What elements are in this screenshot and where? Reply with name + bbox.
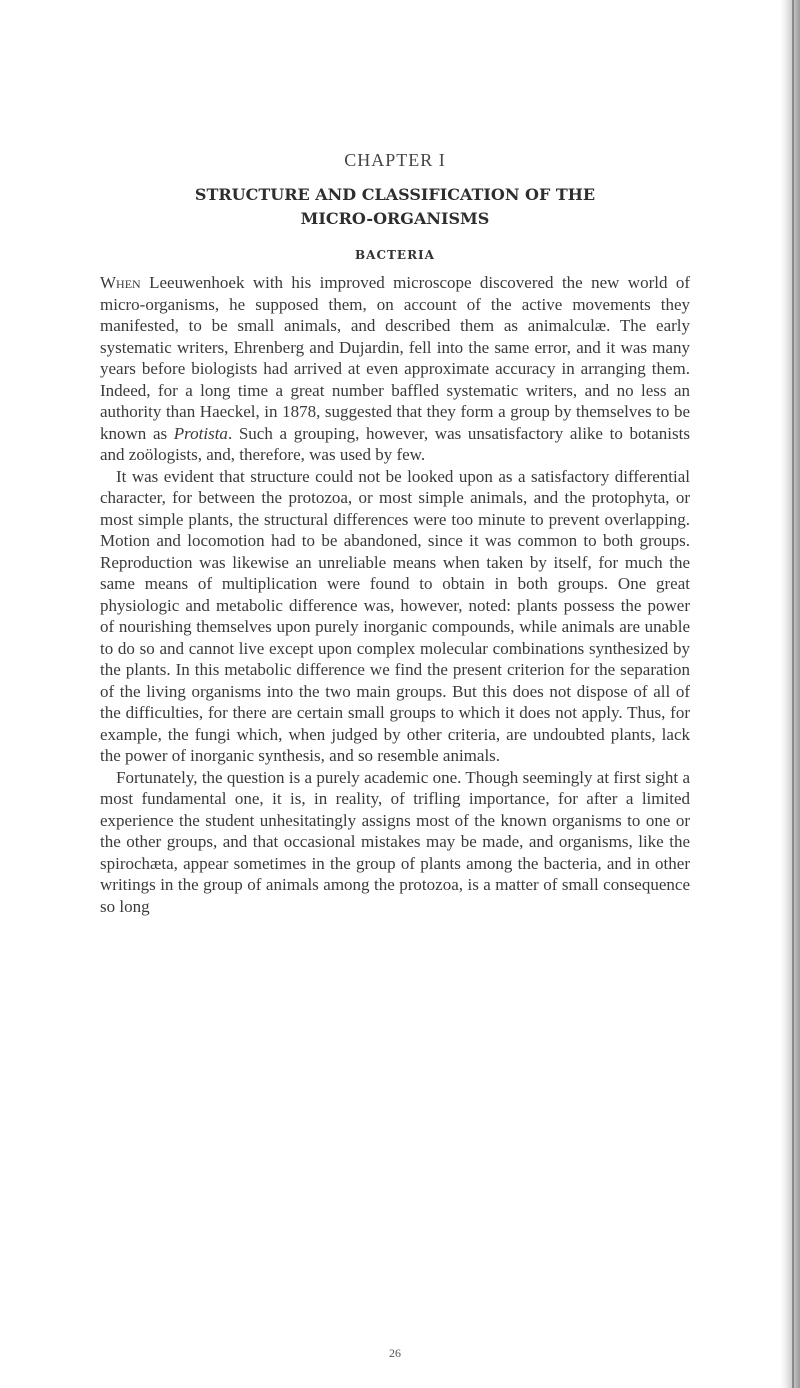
italic-term: Protista: [173, 423, 228, 443]
body-text: [100, 272, 690, 917]
page-edge-shadow: [780, 0, 800, 1388]
paragraph-2: It was evident that structure could not be looked upon as a satisfactory differential character, for between the protozoa, or most simple animals, and the protophyta, or most simple plants, the structural differences were too minute to prevent overlapping. Motion and locomotion had to be abandoned, since it was common to both groups. Reproduction was likewise an unreliable means when taken by itself, for much the same means of multiplication were found to obtain in both groups. One great physiologic and metabolic difference was, however, noted: plants possess the power of nourishing themselves upon purely inorganic compounds, while animals are unable to do so and cannot live except upon complex molecular combinations synthesized by the plants. In this metabolic difference we find the present criterion for the separation of the living organisms into the two main groups. But this does not dispose of all of the difficulties, for there are certain small groups to which it does not apply. Thus, for example, the fungi which, when judged by other criteria, are undoubted plants, lack the power of inorganic synthesis, and so resemble animals.: [100, 466, 690, 765]
chapter-title-line-1: STRUCTURE AND CLASSIFICATION OF THE: [194, 185, 596, 204]
lead-word: When: [100, 273, 141, 292]
paragraph-1: [100, 272, 690, 466]
book-page: [100, 150, 690, 1360]
chapter-title: [100, 183, 690, 231]
section-heading: BACTERIA: [355, 248, 435, 262]
page-number: 26: [389, 1346, 401, 1360]
page-edge-line: [792, 0, 794, 1388]
paragraph-1-text-a: Leeuwenhoek with his improved microscope discovered the new world of micro-organisms, he supposed them, on account of the active movements they manifested, to be small animals, and described them as animalculæ. The early systematic writers, Ehrenberg and Dujardin, fell into the same error, and it was many years before biologists had arrived at even approximate accuracy in arranging them. Indeed, for a long time a great number baffled systematic writers, and no less an authority than Haeckel, in 1878, suggested that they form a group by themselves to be known as: [100, 273, 690, 443]
chapter-title-line-2: MICRO-ORGANISMS: [300, 209, 490, 228]
paragraph-1-text-b: . Such a grouping, however, was unsatisfactory alike to botanists and zoölogists, and, therefore, was used by few.: [100, 423, 690, 464]
paragraph-3: Fortunately, the question is a purely academic one. Though seemingly at first sight a most fundamental one, it is, in reality, of trifling importance, for after a limited experience the student unhesitatingly assigns most of the known organisms to one or the other groups, and that occasional mistakes may be made, and organisms, like the spirochæta, appear sometimes in the group of plants among the bacteria, and in other writings in the group of animals among the protozoa, is a matter of small consequence so long: [100, 767, 690, 916]
chapter-heading: CHAPTER I: [344, 150, 446, 170]
